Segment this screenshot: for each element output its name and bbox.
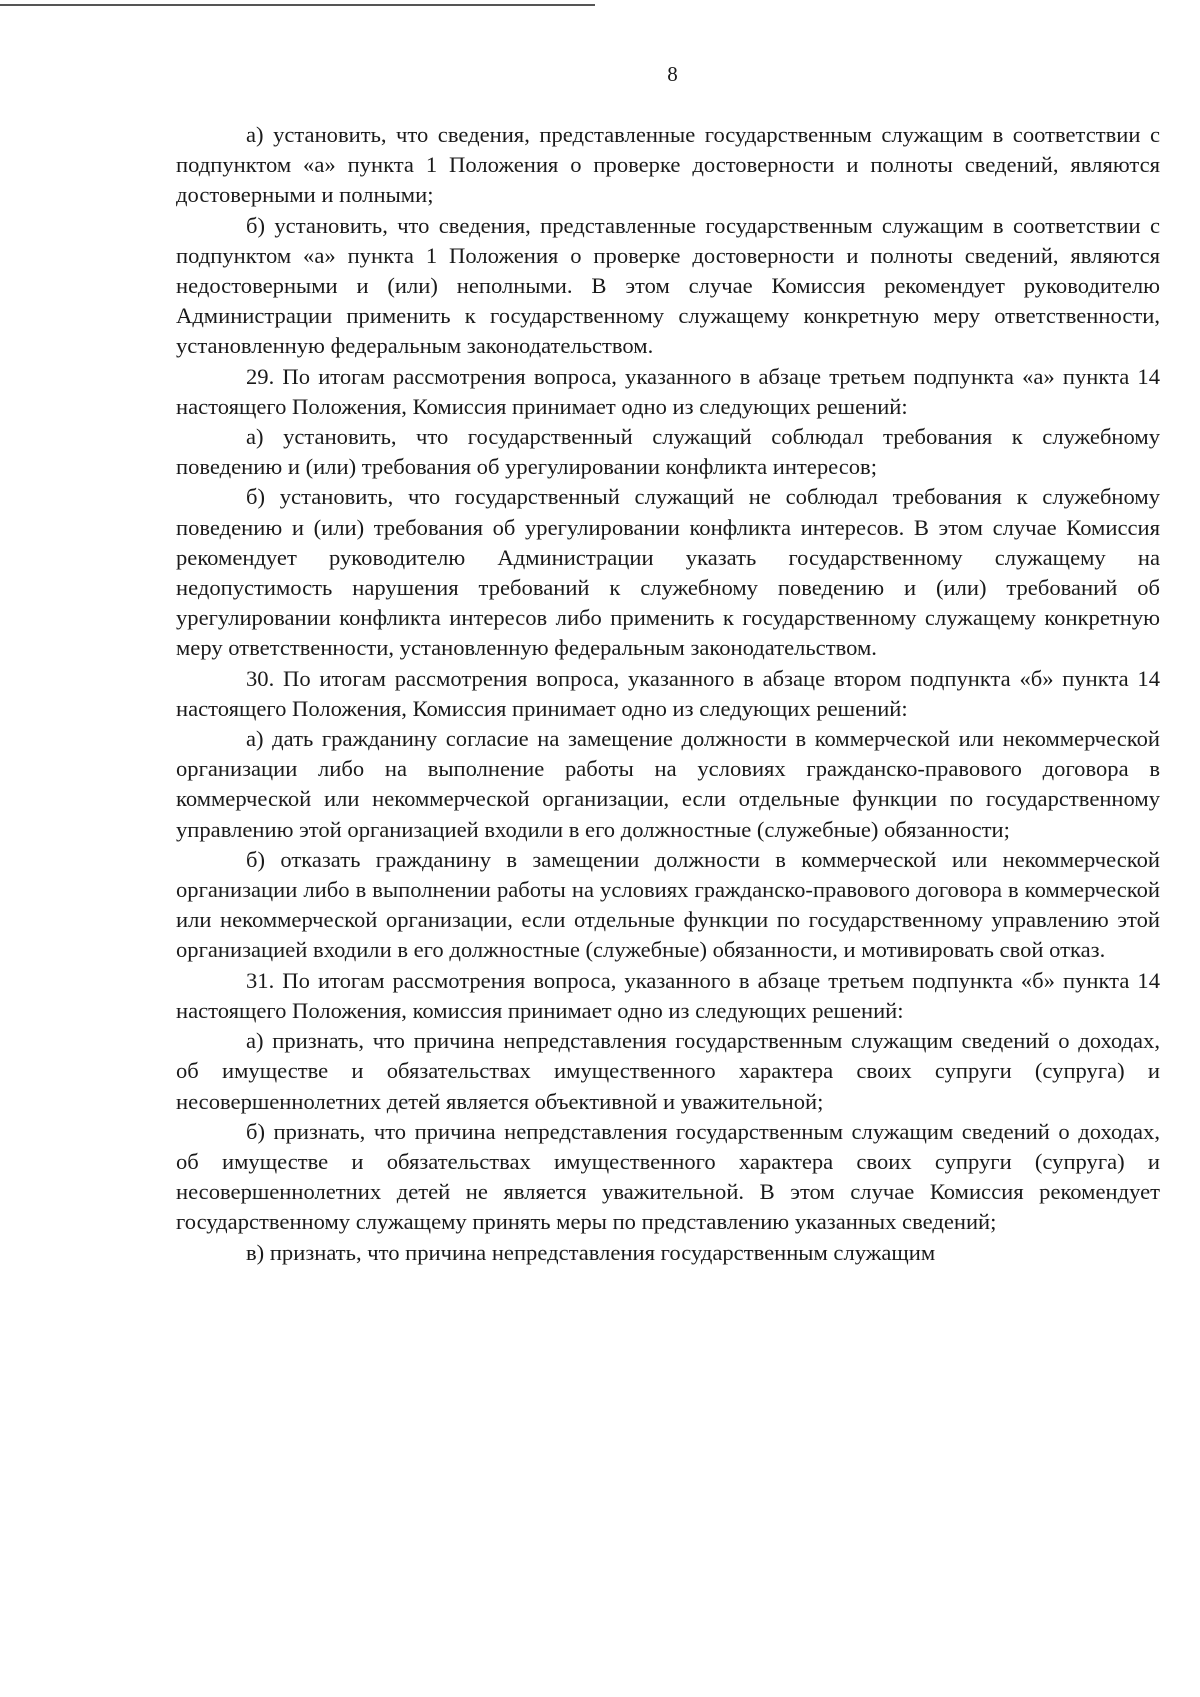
- paragraph-30a: а) дать гражданину согласие на замещение должности в коммерческой или некоммерческой организации либо на выполнение работы на условиях гражданско-правового договора в коммерческой или некоммерческой организации, если отдельные функции по государственному управлению этой организацией входили в его должностные (служебные) обязанности;: [176, 726, 1160, 842]
- paragraph-31a: а) признать, что причина непредставления государственным служащим сведений о доходах, об имуществе и обязательствах имущественного характера своих супруги (супруга) и несовершеннолетних детей является объективной и уважительной;: [176, 1028, 1160, 1114]
- paragraph-30b: б) отказать гражданину в замещении должности в коммерческой или некоммерческой организации либо в выполнении работы на условиях гражданско-правового договора в коммерческой или некоммерческой организации, если отдельные функции по государственному управлению этой организацией входили в его должностные (служебные) обязанности, и мотивировать свой отказ.: [176, 846, 1160, 963]
- paragraph-31: 31. По итогам рассмотрения вопроса, указанного в абзаце третьем подпункта «б» пункта 14 настоящего Положения, комиссия принимает одно из следующих решений:: [176, 967, 1160, 1023]
- top-rule: [0, 4, 595, 6]
- paragraph-28b: б) установить, что сведения, представленные государственным служащим в соответствии с подпунктом «а» пункта 1 Положения о проверке достоверности и полноты сведений, являются недостоверными и (или) неполными. В этом случае Комиссия рекомендует руководителю Администрации применить к государственному служащему конкретную меру ответственности, установленную федеральным законодательством.: [176, 212, 1160, 359]
- document-body: [176, 120, 1160, 1268]
- paragraph-28a: а) установить, что сведения, представленные государственным служащим в соответствии с подпунктом «а» пункта 1 Положения о проверке достоверности и полноты сведений, являются достоверными и полными;: [176, 122, 1160, 208]
- paragraph-29b: б) установить, что государственный служащий не соблюдал требования к служебному поведению и (или) требования об урегулировании конфликта интересов. В этом случае Комиссия рекомендует руководителю Администрации указать государственному служащему на недопустимость нарушения требований к служебному поведению и (или) требований об урегулировании конфликта интересов либо применить к государственному служащему конкретную меру ответственности, установленную федеральным законодательством.: [176, 484, 1160, 661]
- paragraph-31v: в) признать, что причина непредставления государственным служащим: [246, 1239, 936, 1265]
- paragraph-29a: а) установить, что государственный служащий соблюдал требования к служебному поведению и (или) требования об урегулировании конфликта интересов;: [176, 424, 1160, 480]
- paragraph-31b: б) признать, что причина непредставления государственным служащим сведений о доходах, об имуществе и обязательствах имущественного характера своих супруги (супруга) и несовершеннолетних детей не является уважительной. В этом случае Комиссия рекомендует государственному служащему принять меры по представлению указанных сведений;: [176, 1118, 1160, 1235]
- page-number: 8: [667, 62, 678, 86]
- paragraph-29: 29. По итогам рассмотрения вопроса, указанного в абзаце третьем подпункта «а» пункта 14 настоящего Положения, Комиссия принимает одно из следующих решений:: [176, 363, 1160, 419]
- paragraph-30: 30. По итогам рассмотрения вопроса, указанного в абзаце втором подпункта «б» пункта 14 настоящего Положения, Комиссия принимает одно из следующих решений:: [176, 665, 1160, 721]
